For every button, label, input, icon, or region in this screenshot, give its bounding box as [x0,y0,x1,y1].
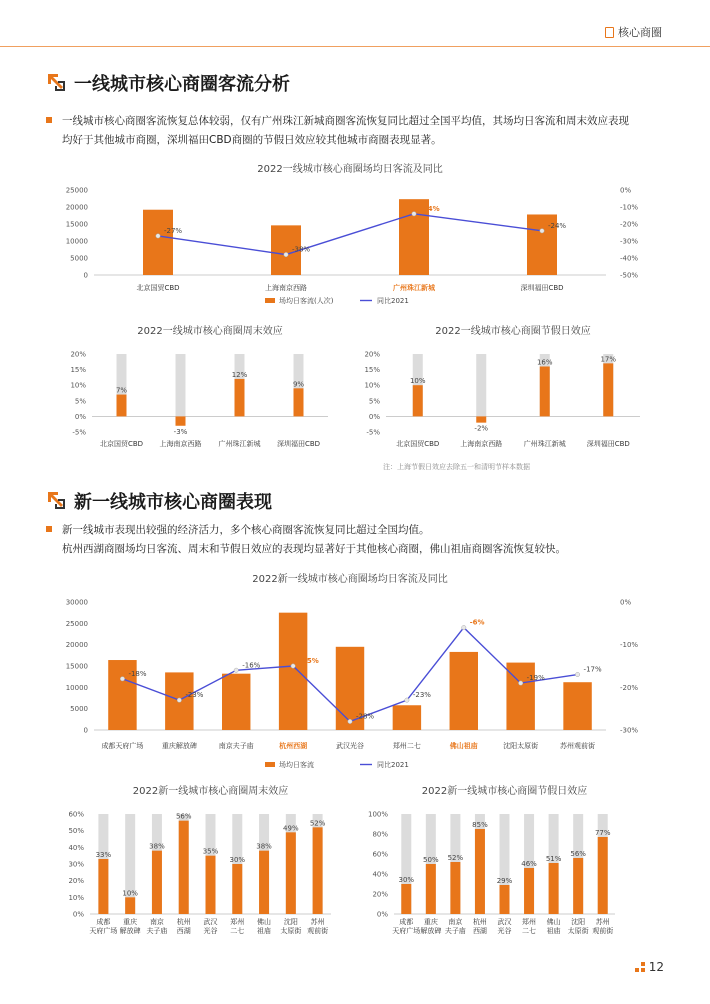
y2-tick-label: -50% [620,271,639,280]
data-bar [232,864,242,914]
y-tick-label: 0% [72,910,84,919]
category-label [336,741,364,750]
line-point [177,698,181,702]
data-label: 12% [231,370,248,379]
data-label: 35% [202,847,219,856]
category-label [396,439,439,448]
category-label-line: 光谷 [497,927,512,935]
line-label: -24% [548,221,567,230]
legend-line-label: 同比2021 [377,761,409,769]
y-tick-label: 25000 [65,186,88,195]
category-label-line: 光谷 [203,927,218,935]
category-label-line: 沈阳 [283,918,298,926]
category-label-line: 观前街 [592,927,614,935]
category-label-line: 广州珠江新城 [523,440,566,448]
arrow-icon [46,490,66,510]
category-label [587,439,630,448]
category-label-line: 祖庙 [546,927,561,935]
y-tick-label: 15% [364,366,380,375]
category-label-line: 南京 [149,918,164,926]
page-number-text: 12 [648,960,664,974]
data-label: 85% [472,821,488,829]
y-tick-label: 30000 [65,598,88,607]
data-bar [500,885,510,914]
category-label-line: 上海南京西路 [265,284,307,292]
y-tick-label: 10% [70,381,86,390]
category-label-line: 祖庙 [257,927,272,935]
category-label [120,917,141,935]
category-label [524,439,566,448]
data-bar [563,682,591,730]
y-tick-label: 40% [68,843,84,852]
chart-title: 2022新一线城市核心商圈节假日效应 [421,786,588,797]
category-label-line: 西湖 [176,927,191,935]
category-label-line: 杭州 [472,918,487,926]
section1-bullet-line1: 一线城市核心商圈客流恢复总体较弱，仅有广州珠江新城商圈客流恢复同比超过全国平均值，其场均日客流和周末效应表现 [62,115,629,127]
y-tick-label: 30% [68,860,84,869]
category-label-line: 郑州 [522,918,537,926]
category-label-line: 太原街 [567,927,589,935]
category-label-line: 重庆解放碑 [161,742,197,750]
category-label [230,917,244,935]
line-label: -17% [583,665,602,674]
line-point [348,719,352,723]
line-point [412,212,416,216]
category-label [307,917,328,935]
data-bar [540,366,550,416]
y-tick-label: 25000 [65,619,88,628]
chart-title: 2022一线城市核心商圈周末效应 [137,326,283,337]
category-label-line: 郑州 [230,918,245,926]
data-label: 49% [283,824,299,833]
category-label [392,917,420,935]
category-label-line: 上海南京西路 [460,440,503,448]
y-tick-label: 10000 [65,683,88,692]
header-divider [0,46,710,47]
y2-tick-label: -30% [620,726,639,735]
category-label-line: 武汉 [203,918,218,926]
category-label-line: 杭州 [176,918,191,926]
line-label: -38% [292,245,311,254]
chart-svg [46,572,656,772]
y2-tick-label: -20% [620,220,639,229]
y2-tick-label: 0% [620,186,632,195]
category-label [177,917,191,935]
section2-bullet-line2: 杭州西湖商圈场均日客流、周末和节假日效应的表现均显著好于其他核心商圈，佛山祖庙商圈客流恢复较快。 [62,543,566,555]
line-label: -23% [185,691,204,700]
data-bar [426,864,436,914]
category-label [522,917,536,935]
data-bar [259,851,269,914]
category-label-line: 深圳福田CBD [586,440,630,448]
data-label: 17% [600,355,617,364]
section1-title [46,70,290,96]
arrow-icon [46,72,66,92]
category-label-line: 太原街 [280,927,302,935]
category-label [277,439,320,448]
category-label-line: 重庆 [423,918,438,926]
category-label [473,917,487,935]
data-label: 56% [570,850,586,858]
y2-tick-label: 0% [620,598,632,607]
category-label-line: 天府广场 [392,927,421,935]
data-bar [294,388,304,416]
data-bar [313,827,323,914]
y-tick-label: 5% [368,397,380,406]
book-icon [605,27,614,38]
y-tick-label: 20% [70,350,86,359]
section2-bullet-line1: 新一线城市表现出较强的经济活力，多个核心商圈客流恢复同比超过全国均值。 [62,524,430,536]
category-label-line: 解放碑 [420,927,442,935]
y-tick-label: 15000 [65,662,88,671]
category-label-line: 成都 [96,918,111,926]
category-label [498,917,512,935]
category-label-line: 苏州 [310,918,325,926]
category-label [219,741,254,750]
category-label-line: 观前街 [307,927,329,935]
y-tick-label: 5000 [70,705,88,714]
section1-bullet [46,112,676,150]
category-label-line: 北京国贸CBD [99,440,144,448]
chart-title: 2022新一线城市核心商圈场均日客流及同比 [252,574,448,585]
category-label-line: 深圳福田CBD [520,284,564,292]
line-label: -16% [242,661,261,670]
chart-title: 2022一线城市核心商圈场均日客流及同比 [257,164,443,175]
line-point [575,672,579,676]
category-label-line: 佛山 [546,918,561,926]
data-bar [176,416,186,425]
y-tick-label: 100% [367,810,388,819]
y-tick-label: 10% [364,381,380,390]
category-label [257,917,271,935]
y-tick-label: 50% [68,827,84,836]
data-label: 51% [545,855,562,863]
category-label [392,283,436,292]
y-tick-label: 0% [368,412,380,421]
category-label [568,917,589,935]
chart-tier1-weekend-effect [46,322,336,452]
category-label [520,283,563,292]
data-label: 38% [149,842,165,851]
line-label: -18% [128,669,147,678]
category-label [547,917,561,935]
line-label: -28% [356,712,375,721]
series-line [158,214,542,255]
line-point [540,229,544,233]
line-point [284,252,288,256]
line-point [518,681,522,685]
data-label: 50% [423,856,439,864]
category-label [100,439,143,448]
category-label [101,741,143,750]
category-label-line: 佛山 [257,918,272,926]
category-label-line: 武汉光谷 [336,742,364,750]
bullet-square [46,117,52,123]
legend-bar-swatch [265,762,275,767]
chart-svg [46,160,656,315]
y-tick-label: 60% [68,810,84,819]
category-label-line: 二七 [522,927,537,935]
category-label-line: 武汉 [497,918,512,926]
data-label: 29% [496,877,513,885]
y2-tick-label: -20% [620,683,639,692]
page-mark-icon [635,962,645,972]
data-bar [450,652,478,730]
section2-title [46,488,272,514]
category-label-line: 苏州 [595,918,610,926]
data-bar [222,674,250,730]
chart-footnote: 注：上海节假日效应去除五一和清明节样本数据 [383,463,530,471]
y2-tick-label: -10% [620,641,639,650]
data-bar [286,832,296,914]
data-bar [235,379,245,416]
y2-tick-label: -30% [620,237,639,246]
y-tick-label: 0% [74,412,86,421]
category-label-line: 广州珠江新城 [218,440,261,448]
data-bar [573,858,583,914]
line-point [291,664,295,668]
category-label-line: 解放碑 [119,927,141,935]
section2-title-text: 新一线城市核心商圈表现 [74,492,272,513]
legend-bar-label: 场均日客流 [279,761,314,769]
y-tick-label: 80% [372,830,388,839]
data-bar [549,863,559,914]
data-label: 46% [521,860,537,868]
data-bar [206,856,216,914]
data-bar [98,859,108,914]
category-label [592,917,613,935]
y-tick-label: 40% [372,870,388,879]
data-bar [476,416,486,422]
category-label-line: 深圳福田CBD [276,440,321,448]
background-bar [176,354,186,416]
category-label-line: 上海南京西路 [159,440,202,448]
legend-bar-label: 场均日客流(人次) [279,297,334,305]
category-label [279,741,307,750]
line-point [405,698,409,702]
data-label: -3% [173,427,188,436]
category-label [204,917,218,935]
category-label [280,917,301,935]
chart-newtier1-daily-traffic [46,572,656,772]
line-label: -6% [469,618,485,627]
y-tick-label: 15% [70,366,86,375]
legend-line-label: 同比2021 [377,297,409,305]
chart-title: 2022新一线城市核心商圈周末效应 [132,786,289,797]
y-tick-label: 20% [364,350,380,359]
page-header [0,0,710,48]
data-bar [152,851,162,914]
data-bar [401,884,411,914]
y-tick-label: 20000 [65,203,88,212]
y-tick-label: 20% [372,890,388,899]
category-label-line: 北京国贸CBD [396,440,440,448]
y-tick-label: 20000 [65,641,88,650]
line-label: -27% [164,226,183,235]
data-bar [117,395,127,417]
category-label-line: 北京国贸CBD [136,284,180,292]
line-point [462,625,466,629]
data-label: 7% [115,386,128,395]
line-label: -19% [526,674,545,683]
data-label: 10% [409,377,426,386]
category-label [219,439,261,448]
category-label [445,917,466,935]
category-label [265,283,307,292]
data-label: 77% [594,829,611,837]
category-label-line: 南京 [448,918,463,926]
line-label: -14% [420,204,440,213]
y-tick-label: 5% [74,397,86,406]
y2-tick-label: -40% [620,254,639,263]
y-tick-label: -5% [72,428,86,437]
chart-svg [46,782,336,942]
data-label: 10% [122,889,138,898]
data-label: 38% [256,842,272,851]
y-tick-label: 0 [83,271,88,280]
y-tick-label: 0 [83,726,88,735]
category-label-line: 重庆 [123,918,138,926]
chart-svg [350,782,640,942]
category-label-line: 南京夫子庙 [218,742,254,750]
data-bar [179,821,189,914]
background-bar [476,354,486,416]
legend-bar-swatch [265,298,275,303]
chart-newtier1-holiday-effect [350,782,640,942]
data-label: 56% [175,812,192,821]
line-point [234,668,238,672]
category-label-line: 沈阳太原街 [503,742,539,750]
category-label-line: 夫子庙 [444,927,466,935]
category-label-line: 二七 [230,927,245,935]
data-label: 9% [292,380,305,389]
data-bar [598,837,608,914]
data-bar [524,868,534,914]
data-bar [279,613,307,730]
category-label-line: 苏州观前街 [560,742,596,750]
category-label [560,741,595,750]
data-label: 30% [398,876,415,884]
category-label-line: 西湖 [472,927,487,935]
category-label-line: 杭州西湖 [279,742,308,750]
data-label: 52% [309,819,326,828]
y-tick-label: 15000 [65,220,88,229]
y-tick-label: -5% [366,428,380,437]
line-label: -15% [299,657,319,665]
category-label [420,917,441,935]
section1-bullet-line2: 均好于其他城市商圈，深圳福田CBD商圈的节假日效应较其他城市商圈表现显著。 [62,134,442,146]
y-tick-label: 0% [376,910,388,919]
y2-tick-label: -10% [620,203,639,212]
category-label [89,917,117,935]
chart-tier1-daily-traffic [46,160,656,315]
category-label [393,741,421,750]
category-label [449,741,478,750]
category-label-line: 广州珠江新城 [393,284,435,292]
data-label: -2% [474,424,489,433]
data-label: 16% [536,358,553,367]
section1-title-text: 一线城市核心商圈客流分析 [74,74,290,95]
y-tick-label: 10000 [65,237,88,246]
section-tag [605,24,662,40]
y-tick-label: 20% [68,877,84,886]
page-number [635,960,664,974]
category-label [460,439,502,448]
y-tick-label: 5000 [70,254,88,263]
line-label: -23% [412,691,431,700]
data-bar [603,363,613,416]
category-label [146,917,167,935]
category-label [160,439,202,448]
category-label-line: 夫子庙 [146,927,168,935]
category-label [162,741,197,750]
line-point [120,677,124,681]
data-bar [143,210,173,275]
category-label [503,741,538,750]
category-label-line: 佛山祖庙 [449,742,478,750]
section-tag-label: 核心商圈 [618,26,662,39]
section2-bullet [46,521,676,559]
line-point [156,234,160,238]
category-label [136,283,179,292]
data-bar [413,385,423,416]
data-label: 52% [447,854,464,862]
category-label-line: 成都 [399,918,414,926]
category-label-line: 成都天府广场 [101,742,144,750]
data-label: 30% [229,856,246,864]
category-label-line: 天府广场 [89,927,118,935]
y-tick-label: 10% [68,893,84,902]
chart-newtier1-weekend-effect [46,782,336,942]
chart-title: 2022一线城市核心商圈节假日效应 [435,326,591,337]
data-bar [475,829,485,914]
bullet-square [46,526,52,532]
chart-tier1-holiday-effect [340,322,640,452]
chart-svg [340,322,640,452]
data-bar [393,705,421,730]
data-bar [125,897,135,914]
y-tick-label: 60% [372,850,388,859]
data-label: 33% [95,851,112,859]
category-label-line: 郑州二七 [392,742,421,750]
data-bar [450,862,460,914]
chart-svg [46,322,336,452]
category-label-line: 沈阳 [571,918,586,926]
